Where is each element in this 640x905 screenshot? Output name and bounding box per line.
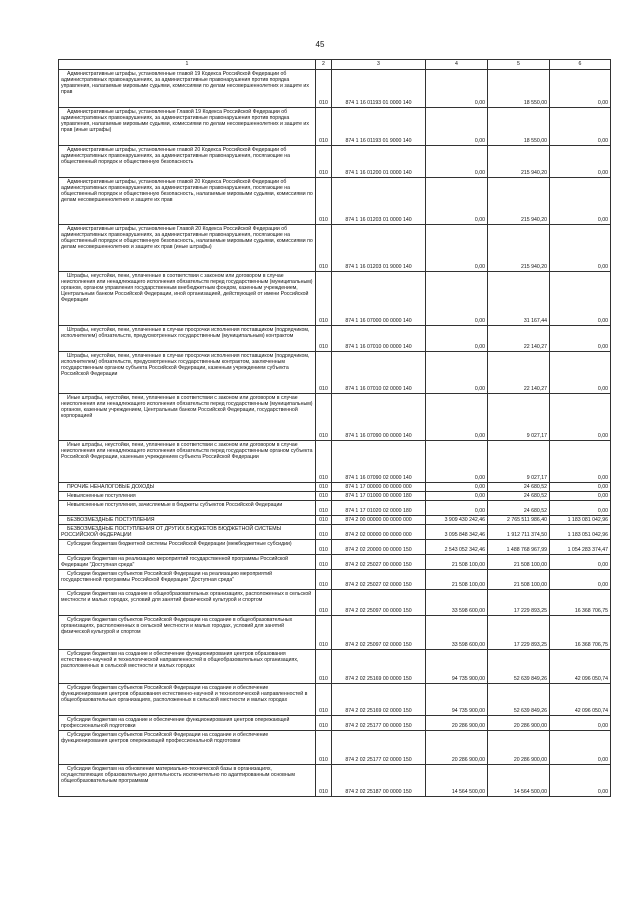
row-budget-code: 874 1 17 01020 02 0000 180 bbox=[332, 501, 426, 516]
row-description: Субсидии бюджетам на обновление материально-технической базы в организациях, осуществляющих образовательную деятельность исключительно по адаптированным основным общеобразовательным программам bbox=[59, 765, 316, 797]
row-remaining-amount: 0,00 bbox=[550, 352, 611, 394]
page-number: 45 bbox=[315, 40, 325, 49]
table-body bbox=[59, 70, 611, 797]
column-header: 5 bbox=[488, 60, 550, 70]
row-budget-code: 874 1 16 01193 01 9000 140 bbox=[332, 108, 426, 146]
row-remaining-amount: 0,00 bbox=[550, 178, 611, 225]
row-actual-amount: 24 680,52 bbox=[488, 492, 550, 501]
row-actual-amount: 2 765 511 986,40 bbox=[488, 516, 550, 525]
row-description: ПРОЧИЕ НЕНАЛОГОВЫЕ ДОХОДЫ bbox=[59, 483, 316, 492]
row-plan-amount: 0,00 bbox=[426, 492, 488, 501]
row-code: 010 bbox=[316, 731, 332, 765]
row-budget-code: 874 1 16 01203 01 0000 140 bbox=[332, 178, 426, 225]
row-budget-code: 874 1 17 00000 00 0000 000 bbox=[332, 483, 426, 492]
row-budget-code: 874 1 16 01203 01 9000 140 bbox=[332, 225, 426, 272]
row-plan-amount: 0,00 bbox=[426, 441, 488, 483]
table-row bbox=[59, 441, 611, 483]
row-budget-code: 874 2 02 25169 02 0000 150 bbox=[332, 684, 426, 716]
table-row bbox=[59, 731, 611, 765]
table-row bbox=[59, 146, 611, 178]
table-row bbox=[59, 70, 611, 108]
row-budget-code: 874 2 00 00000 00 0000 000 bbox=[332, 516, 426, 525]
row-plan-amount: 0,00 bbox=[426, 394, 488, 441]
row-budget-code: 874 2 02 25169 00 0000 150 bbox=[332, 650, 426, 684]
row-actual-amount: 9 027,17 bbox=[488, 441, 550, 483]
row-description: Субсидии бюджетам субъектов Российской Федерации на создание и обеспечение функционирования центров опережающей профессиональной подготовки bbox=[59, 731, 316, 765]
row-remaining-amount: 1 183 051 042,96 bbox=[550, 525, 611, 540]
row-description: Невыясненные поступления bbox=[59, 492, 316, 501]
row-budget-code: 874 2 02 25177 02 0000 150 bbox=[332, 731, 426, 765]
row-budget-code: 874 1 17 01000 00 0000 180 bbox=[332, 492, 426, 501]
table-row bbox=[59, 570, 611, 590]
row-plan-amount: 0,00 bbox=[426, 326, 488, 352]
row-plan-amount: 20 286 900,00 bbox=[426, 716, 488, 731]
row-budget-code: 874 2 02 25027 00 0000 150 bbox=[332, 555, 426, 570]
table-row bbox=[59, 225, 611, 272]
row-code: 010 bbox=[316, 555, 332, 570]
row-plan-amount: 21 508 100,00 bbox=[426, 570, 488, 590]
row-budget-code: 874 2 02 25097 00 0000 150 bbox=[332, 590, 426, 616]
row-description: Административные штрафы, установленные Главой 20 Кодекса Российской Федерации об административных правонарушениях, за административные правонарушения, посягающие на общественный порядок и общественную безопасность, налагаемые мировыми судьями, комиссиями по делам несовершеннолетних и защите их прав (иные штрафы) bbox=[59, 225, 316, 272]
row-description: Субсидии бюджетам на создание и обеспечение функционирования центров образования естественно-научной и технологической направленностей в общеобразовательных организациях, расположенных в сельской местности и малых городах bbox=[59, 650, 316, 684]
row-code: 010 bbox=[316, 352, 332, 394]
table-row bbox=[59, 352, 611, 394]
row-description: Административные штрафы, установленные Главой 19 Кодекса Российской Федерации об административных правонарушениях, за административные правонарушения против порядка управления, налагаемые мировыми судьями, комиссиями по делам несовершеннолетних и защите их прав (иные штрафы) bbox=[59, 108, 316, 146]
row-code: 010 bbox=[316, 483, 332, 492]
row-actual-amount: 21 508 100,00 bbox=[488, 555, 550, 570]
row-remaining-amount: 0,00 bbox=[550, 70, 611, 108]
table-row bbox=[59, 590, 611, 616]
row-actual-amount: 14 564 500,00 bbox=[488, 765, 550, 797]
row-plan-amount: 0,00 bbox=[426, 352, 488, 394]
row-description: Административные штрафы, установленные главой 20 Кодекса Российской Федерации об административных правонарушениях, за административные правонарушения, посягающие на общественный порядок и общественную безопасность, налагаемые мировыми судьями, комиссиями по делам несовершеннолетних и защите их прав bbox=[59, 178, 316, 225]
row-actual-amount: 18 550,00 bbox=[488, 70, 550, 108]
row-budget-code: 874 1 16 01193 01 0000 140 bbox=[332, 70, 426, 108]
row-plan-amount: 0,00 bbox=[426, 146, 488, 178]
row-remaining-amount: 0,00 bbox=[550, 492, 611, 501]
row-description: Иные штрафы, неустойки, пени, уплаченные в соответствии с законом или договором в случае неисполнения или ненадлежащего исполнения обязательств перед государственным (муниципальным) органом, казенным учреждением, Центральным банком Российской Федерации, государственной корпорацией bbox=[59, 394, 316, 441]
row-budget-code: 874 2 02 25027 02 0000 150 bbox=[332, 570, 426, 590]
row-description: Субсидии бюджетам на создание и обеспечение функционирования центров опережающей профессиональной подготовки bbox=[59, 716, 316, 731]
table-row bbox=[59, 540, 611, 555]
row-budget-code: 874 1 16 07090 02 0000 140 bbox=[332, 441, 426, 483]
row-code: 010 bbox=[316, 394, 332, 441]
row-budget-code: 874 1 16 07090 00 0000 140 bbox=[332, 394, 426, 441]
row-description: Невыясненные поступления, зачисляемые в бюджеты субъектов Российской Федерации bbox=[59, 501, 316, 516]
row-description: БЕЗВОЗМЕЗДНЫЕ ПОСТУПЛЕНИЯ bbox=[59, 516, 316, 525]
row-description: Субсидии бюджетам на реализацию мероприятий государственной программы Российской Федерации "Доступная среда" bbox=[59, 555, 316, 570]
row-code: 010 bbox=[316, 441, 332, 483]
row-code: 010 bbox=[316, 326, 332, 352]
row-description: Штрафы, неустойки, пени, уплаченные в случае просрочки исполнения поставщиком (подрядчиком, исполнителем) обязательств, предусмотренных государственным (муниципальным) контрактом bbox=[59, 326, 316, 352]
row-remaining-amount: 0,00 bbox=[550, 272, 611, 326]
table-row bbox=[59, 178, 611, 225]
row-budget-code: 874 2 02 25187 00 0000 150 bbox=[332, 765, 426, 797]
row-actual-amount: 1 912 711 374,50 bbox=[488, 525, 550, 540]
row-actual-amount: 20 286 900,00 bbox=[488, 716, 550, 731]
row-plan-amount: 0,00 bbox=[426, 501, 488, 516]
row-remaining-amount: 0,00 bbox=[550, 570, 611, 590]
row-budget-code: 874 2 02 25177 00 0000 150 bbox=[332, 716, 426, 731]
row-plan-amount: 33 598 600,00 bbox=[426, 590, 488, 616]
table-row bbox=[59, 650, 611, 684]
row-description: Субсидии бюджетам на создание в общеобразовательных организациях, расположенных в сельской местности и малых городах, условий для занятий физической культурой и спортом bbox=[59, 590, 316, 616]
row-code: 010 bbox=[316, 501, 332, 516]
row-remaining-amount: 0,00 bbox=[550, 501, 611, 516]
row-budget-code: 874 1 16 07010 02 0000 140 bbox=[332, 352, 426, 394]
row-description: Субсидии бюджетам субъектов Российской Федерации на создание в общеобразовательных организациях, расположенных в сельской местности и малых городах, условий для занятий физической культурой и спортом bbox=[59, 616, 316, 650]
row-remaining-amount: 0,00 bbox=[550, 394, 611, 441]
row-description: Административные штрафы, установленные главой 19 Кодекса Российской Федерации об административных правонарушениях, за административные правонарушения против порядка управления, налагаемые мировыми судьями, комиссиями по делам несовершеннолетних и защите их прав bbox=[59, 70, 316, 108]
row-remaining-amount: 0,00 bbox=[550, 108, 611, 146]
row-remaining-amount: 0,00 bbox=[550, 731, 611, 765]
row-remaining-amount: 1 183 081 042,96 bbox=[550, 516, 611, 525]
row-actual-amount: 31 167,44 bbox=[488, 272, 550, 326]
table-header-row bbox=[59, 60, 611, 70]
row-actual-amount: 21 508 100,00 bbox=[488, 570, 550, 590]
row-code: 010 bbox=[316, 684, 332, 716]
row-code: 010 bbox=[316, 492, 332, 501]
row-actual-amount: 22 140,27 bbox=[488, 326, 550, 352]
row-actual-amount: 9 027,17 bbox=[488, 394, 550, 441]
row-actual-amount: 215 940,20 bbox=[488, 225, 550, 272]
row-description: Субсидии бюджетам субъектов Российской Федерации на реализацию мероприятий государственной программы Российской Федерации "Доступная среда" bbox=[59, 570, 316, 590]
row-budget-code: 874 2 02 20000 00 0000 150 bbox=[332, 540, 426, 555]
row-remaining-amount: 42 096 050,74 bbox=[550, 684, 611, 716]
row-plan-amount: 20 286 900,00 bbox=[426, 731, 488, 765]
row-code: 010 bbox=[316, 540, 332, 555]
row-description: Штрафы, неустойки, пени, уплаченные в случае просрочки исполнения поставщиком (подрядчиком, исполнителем) обязательств, предусмотренных государственным контрактом, заключенным государственным органом субъекта Российской Федерации, казенным учреждением субъекта Российской Федерации bbox=[59, 352, 316, 394]
row-description: Иные штрафы, неустойки, пени, уплаченные в соответствии с законом или договором в случае неисполнения или ненадлежащего исполнения обязательств перед государственным органом субъекта Российской Федерации, казенным учреждением субъекта Российской Федерации bbox=[59, 441, 316, 483]
row-actual-amount: 24 680,52 bbox=[488, 501, 550, 516]
table-row bbox=[59, 616, 611, 650]
row-code: 010 bbox=[316, 650, 332, 684]
table-row bbox=[59, 716, 611, 731]
row-remaining-amount: 0,00 bbox=[550, 483, 611, 492]
row-plan-amount: 94 735 900,00 bbox=[426, 684, 488, 716]
row-budget-code: 874 1 16 07010 00 0000 140 bbox=[332, 326, 426, 352]
row-code: 010 bbox=[316, 616, 332, 650]
row-actual-amount: 17 229 893,25 bbox=[488, 590, 550, 616]
row-code: 010 bbox=[316, 570, 332, 590]
row-actual-amount: 18 550,00 bbox=[488, 108, 550, 146]
table-row bbox=[59, 525, 611, 540]
column-header: 6 bbox=[550, 60, 611, 70]
row-description: Штрафы, неустойки, пени, уплаченные в соответствии с законом или договором в случае неисполнения или ненадлежащего исполнения обязательств перед государственным (муниципальным) органом, органом управления государственным внебюджетным фондом, казенным учреждением, Центральным банком Российской Федерации, иной организацией, действующей от имени Российской Федерации bbox=[59, 272, 316, 326]
row-remaining-amount: 1 054 283 374,47 bbox=[550, 540, 611, 555]
table-row bbox=[59, 326, 611, 352]
row-plan-amount: 3 909 430 242,46 bbox=[426, 516, 488, 525]
row-plan-amount: 0,00 bbox=[426, 178, 488, 225]
row-plan-amount: 0,00 bbox=[426, 483, 488, 492]
row-code: 010 bbox=[316, 272, 332, 326]
row-actual-amount: 52 639 849,26 bbox=[488, 650, 550, 684]
row-remaining-amount: 0,00 bbox=[550, 555, 611, 570]
row-plan-amount: 0,00 bbox=[426, 272, 488, 326]
row-budget-code: 874 2 02 00000 00 0000 000 bbox=[332, 525, 426, 540]
row-code: 010 bbox=[316, 525, 332, 540]
table-row bbox=[59, 555, 611, 570]
row-remaining-amount: 16 368 706,75 bbox=[550, 590, 611, 616]
row-remaining-amount: 0,00 bbox=[550, 716, 611, 731]
row-plan-amount: 14 564 500,00 bbox=[426, 765, 488, 797]
row-code: 010 bbox=[316, 108, 332, 146]
table-row bbox=[59, 394, 611, 441]
column-header: 3 bbox=[332, 60, 426, 70]
table-row bbox=[59, 765, 611, 797]
row-budget-code: 874 1 16 07000 00 0000 140 bbox=[332, 272, 426, 326]
row-code: 010 bbox=[316, 225, 332, 272]
table-row bbox=[59, 483, 611, 492]
row-actual-amount: 215 940,20 bbox=[488, 146, 550, 178]
column-header: 2 bbox=[316, 60, 332, 70]
table-row bbox=[59, 684, 611, 716]
row-code: 010 bbox=[316, 146, 332, 178]
row-code: 010 bbox=[316, 716, 332, 731]
row-remaining-amount: 0,00 bbox=[550, 146, 611, 178]
row-plan-amount: 2 543 052 342,46 bbox=[426, 540, 488, 555]
row-code: 010 bbox=[316, 178, 332, 225]
row-plan-amount: 21 508 100,00 bbox=[426, 555, 488, 570]
row-budget-code: 874 2 02 25097 02 0000 150 bbox=[332, 616, 426, 650]
row-description: БЕЗВОЗМЕЗДНЫЕ ПОСТУПЛЕНИЯ ОТ ДРУГИХ БЮДЖЕТОВ БЮДЖЕТНОЙ СИСТЕМЫ РОССИЙСКОЙ ФЕДЕРАЦИИ bbox=[59, 525, 316, 540]
revenue-table bbox=[58, 59, 611, 797]
row-actual-amount: 17 229 893,25 bbox=[488, 616, 550, 650]
row-actual-amount: 22 140,27 bbox=[488, 352, 550, 394]
column-header: 4 bbox=[426, 60, 488, 70]
row-plan-amount: 0,00 bbox=[426, 108, 488, 146]
row-description: Субсидии бюджетам бюджетной системы Российской Федерации (межбюджетные субсидии) bbox=[59, 540, 316, 555]
row-remaining-amount: 0,00 bbox=[550, 441, 611, 483]
row-description: Субсидии бюджетам субъектов Российской Федерации на создание и обеспечение функционирования центров образования естественно-научной и технологической направленностей в общеобразовательных организациях, расположенных в сельской местности и малых городах bbox=[59, 684, 316, 716]
row-plan-amount: 0,00 bbox=[426, 70, 488, 108]
row-actual-amount: 1 488 768 967,99 bbox=[488, 540, 550, 555]
table-row bbox=[59, 501, 611, 516]
row-actual-amount: 24 680,52 bbox=[488, 483, 550, 492]
row-plan-amount: 94 735 900,00 bbox=[426, 650, 488, 684]
column-header: 1 bbox=[59, 60, 316, 70]
row-code: 010 bbox=[316, 70, 332, 108]
table-row bbox=[59, 492, 611, 501]
row-plan-amount: 3 095 848 342,46 bbox=[426, 525, 488, 540]
table-row bbox=[59, 108, 611, 146]
row-description: Административные штрафы, установленные главой 20 Кодекса Российской Федерации об административных правонарушениях, за административные правонарушения, посягающие на общественный порядок и общественную безопасность bbox=[59, 146, 316, 178]
row-remaining-amount: 42 096 050,74 bbox=[550, 650, 611, 684]
table-row bbox=[59, 516, 611, 525]
row-code: 010 bbox=[316, 590, 332, 616]
row-remaining-amount: 0,00 bbox=[550, 765, 611, 797]
row-budget-code: 874 1 16 01200 01 0000 140 bbox=[332, 146, 426, 178]
row-plan-amount: 0,00 bbox=[426, 225, 488, 272]
row-code: 010 bbox=[316, 765, 332, 797]
row-remaining-amount: 0,00 bbox=[550, 326, 611, 352]
row-code: 010 bbox=[316, 516, 332, 525]
row-remaining-amount: 0,00 bbox=[550, 225, 611, 272]
row-plan-amount: 33 598 600,00 bbox=[426, 616, 488, 650]
row-actual-amount: 215 940,20 bbox=[488, 178, 550, 225]
row-remaining-amount: 16 368 706,75 bbox=[550, 616, 611, 650]
row-actual-amount: 20 286 900,00 bbox=[488, 731, 550, 765]
row-actual-amount: 52 639 849,26 bbox=[488, 684, 550, 716]
table-row bbox=[59, 272, 611, 326]
